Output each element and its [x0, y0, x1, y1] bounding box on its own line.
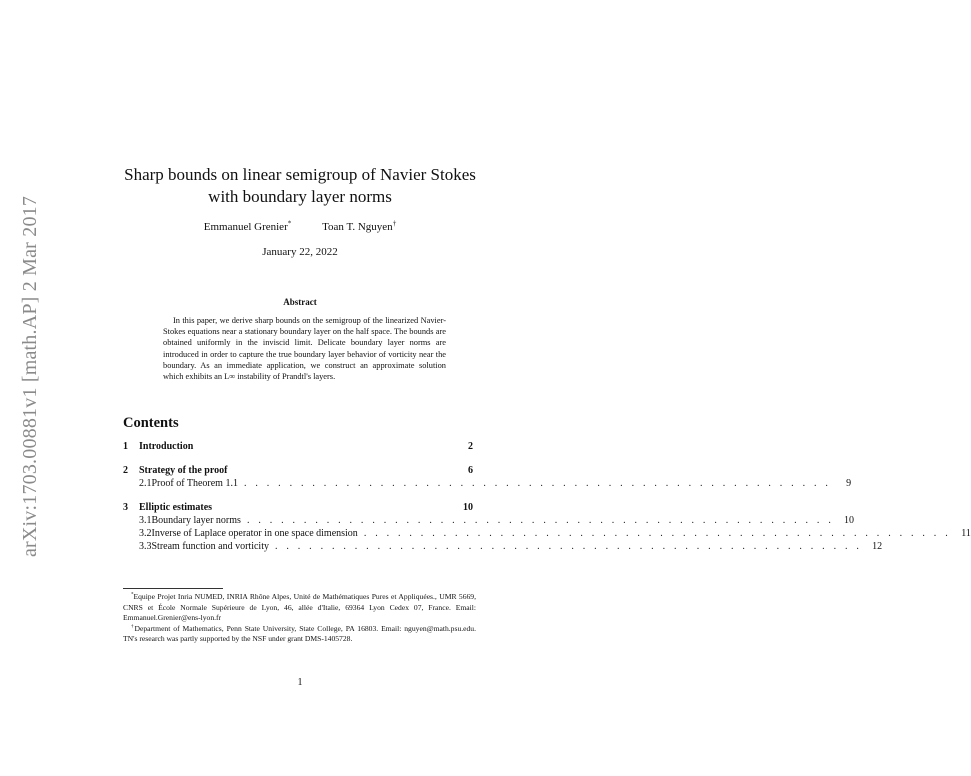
footnote-1-mark: * [131, 592, 134, 598]
toc-entry-proof-theorem[interactable] [123, 478, 852, 491]
toc-entry-page: 6 [468, 465, 473, 476]
author-2-footnote-mark: † [392, 219, 397, 228]
toc-entry-strategy[interactable] [123, 465, 473, 478]
toc-entry-label: Introduction [139, 441, 194, 452]
paper-title [0, 164, 600, 208]
toc-entry-page: 10 [844, 515, 855, 526]
toc-entry-stream-function[interactable] [123, 541, 883, 554]
page-number: 1 [297, 677, 303, 688]
toc-entry-label: Elliptic estimates [139, 502, 213, 513]
toc-entry-number: 3.3 [139, 541, 152, 552]
toc-entry-page: 12 [872, 541, 883, 552]
author-2 [322, 221, 396, 233]
toc-entry-label: Proof of Theorem 1.1 [151, 478, 238, 489]
title-line-2: with boundary layer norms [208, 187, 392, 206]
toc-entry-page: 11 [961, 528, 971, 539]
table-of-contents [123, 441, 971, 554]
toc-entry-page: 10 [463, 502, 473, 513]
abstract-heading: Abstract [283, 297, 317, 307]
author-1-name: Emmanuel Grenier [203, 221, 288, 233]
contents-heading: Contents [123, 415, 179, 431]
toc-dot-leader: . . . . . . . . . . . . . . . . . . . . . . . . . . . . . . . . . . . . . . . . . . . . . . . . . . . . [243, 478, 832, 489]
toc-entry-introduction[interactable] [123, 441, 473, 454]
toc-dot-leader: . . . . . . . . . . . . . . . . . . . . . . . . . . . . . . . . . . . . . . . . . . . . . . . . . . . . [246, 515, 835, 526]
author-1 [204, 221, 292, 233]
toc-entry-number: 3 [123, 502, 128, 513]
toc-entry-boundary-norms[interactable] [123, 515, 855, 528]
footnote-2-mark: † [131, 624, 135, 630]
author-2-name: Toan T. Nguyen [322, 221, 393, 233]
toc-dot-leader: . . . . . . . . . . . . . . . . . . . . . . . . . . . . . . . . . . . . . . . . . . . . . . . . . . . . [363, 528, 951, 539]
toc-dot-leader: . . . . . . . . . . . . . . . . . . . . . . . . . . . . . . . . . . . . . . . . . . . . . . . . . . . . [274, 541, 863, 552]
title-line-1: Sharp bounds on linear semigroup of Navier Stokes [124, 165, 476, 184]
toc-entry-laplace-inverse[interactable] [123, 528, 971, 541]
toc-entry-number: 2.1 [139, 478, 152, 489]
toc-entry-elliptic[interactable] [123, 502, 473, 515]
toc-entry-number: 2 [123, 465, 128, 476]
toc-entry-number: 1 [123, 441, 128, 452]
toc-entry-label: Inverse of Laplace operator in one space dimension [151, 528, 358, 539]
toc-entry-number: 3.1 [139, 515, 152, 526]
footnote-2-text: Department of Mathematics, Penn State University, State College, PA 16803. Email: nguyen@math.psu.edu. TN's research was partly supported by the NSF under grant DMS-1405728. [123, 623, 476, 644]
abstract-text: In this paper, we derive sharp bounds on the semigroup of the linearized Navier-Stokes equations near a stationary boundary layer on the half space. The bounds are obtained uniformly in the inviscid limit. Delicate boundary layer norms are introduced in order to capture the true boundary layer behavior of vorticity near the boundary. As an immediate application, we construct an approximate solution which exhibits an L∞ instability of Prandtl's layers. [163, 316, 446, 382]
paper-date: January 22, 2022 [262, 246, 338, 258]
toc-entry-page: 9 [846, 478, 852, 489]
footnotes [123, 592, 476, 645]
footnote-1 [123, 592, 476, 624]
footnote-2 [123, 624, 476, 645]
toc-entry-label: Stream function and vorticity [151, 541, 269, 552]
toc-entry-page: 2 [468, 441, 473, 452]
arxiv-identifier-text: arXiv:1703.00881v1 [math.AP] 2 Mar 2017 [19, 195, 42, 557]
author-list [0, 221, 600, 233]
toc-entry-label: Boundary layer norms [151, 515, 241, 526]
toc-entry-label: Strategy of the proof [139, 465, 228, 476]
footnote-1-text: Equipe Projet Inria NUMED, INRIA Rhône Alpes, Unité de Mathématiques Pures et Appliquées., UMR 5669, CNRS et École Normale Supérieure de Lyon, 46, allée d'Italie, 69364 Lyon Cedex 07, France. Email: Emmanuel.Grenier@ens-lyon.fr [123, 592, 476, 623]
toc-entry-number: 3.2 [139, 528, 152, 539]
author-1-footnote-mark: * [287, 219, 292, 228]
footnote-divider [123, 588, 223, 589]
